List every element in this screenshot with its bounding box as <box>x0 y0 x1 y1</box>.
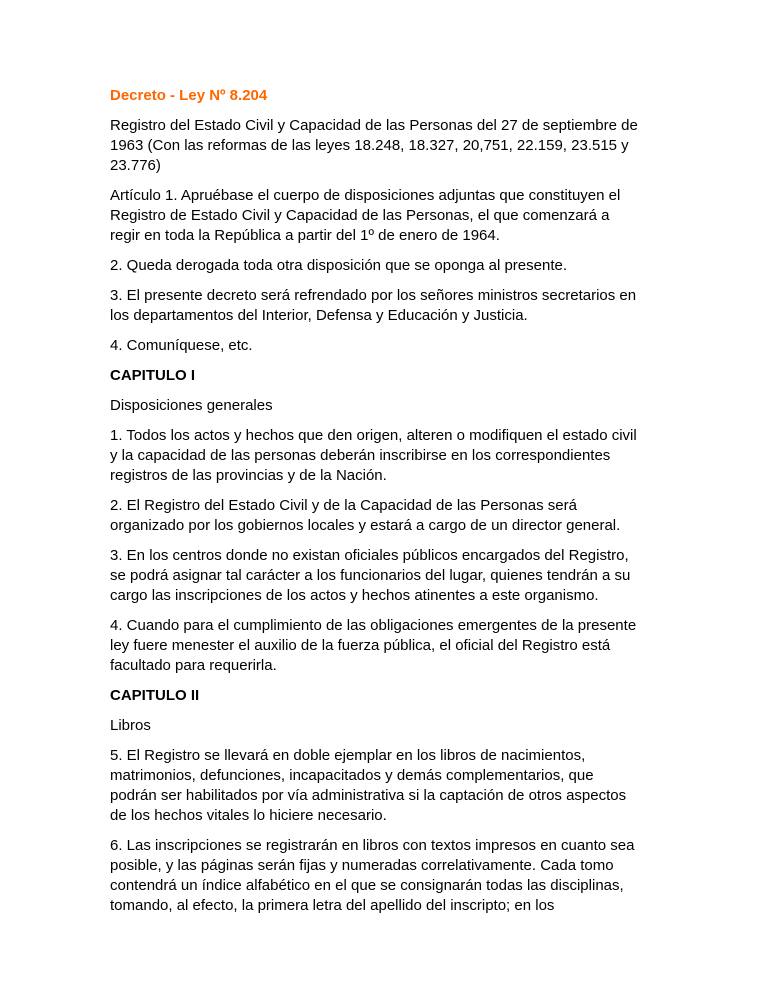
preamble-article: 2. Queda derogada toda otra disposición que se oponga al presente. <box>110 257 568 274</box>
chapter-subheading: Libros <box>110 717 151 734</box>
document-subtitle: Registro del Estado Civil y Capacidad de las Personas del 27 de septiembre de 1963 (Con las reformas de las leyes 18.248, 18.327, 20,751, 22.159, 23.515 y 23.776) <box>110 117 638 174</box>
chapter-subheading: Disposiciones generales <box>110 397 273 414</box>
preamble-article: 4. Comuníquese, etc. <box>110 337 253 354</box>
article: 4. Cuando para el cumplimiento de las obligaciones emergentes de la presente ley fuere menester el auxilio de la fuerza pública, el oficial del Registro está facultado para requerirla. <box>110 617 637 674</box>
chapter-heading: CAPITULO II <box>110 687 200 704</box>
preamble-article: Artículo 1. Apruébase el cuerpo de disposiciones adjuntas que constituyen el Registro de Estado Civil y Capacidad de las Personas, el que comenzará a regir en toda la República a partir del 1º de enero de 1964. <box>110 187 621 244</box>
article: 1. Todos los actos y hechos que den origen, alteren o modifiquen el estado civil y la capacidad de las personas deberán inscribirse en los correspondientes registros de las provincias y de la Nación. <box>110 427 637 484</box>
article: 5. El Registro se llevará en doble ejemplar en los libros de nacimientos, matrimonios, defunciones, incapacitados y demás complementarios, que podrán ser habilitados por vía administrativa si la captación de otros aspectos de los hechos vitales lo hiciere necesario. <box>110 747 627 824</box>
document-title: Decreto - Ley Nº 8.204 <box>110 87 268 104</box>
article: 2. El Registro del Estado Civil y de la Capacidad de las Personas será organizado por los gobiernos locales y estará a cargo de un director general. <box>110 497 621 534</box>
article: 3. En los centros donde no existan oficiales públicos encargados del Registro, se podrá asignar tal carácter a los funcionarios del lugar, quienes tendrán a su cargo las inscripciones de los actos y hechos atinentes a este organismo. <box>110 547 631 604</box>
preamble-article: 3. El presente decreto será refrendado por los señores ministros secretarios en los departamentos del Interior, Defensa y Educación y Justicia. <box>110 287 637 324</box>
chapter-heading: CAPITULO I <box>110 367 195 384</box>
article: 6. Las inscripciones se registrarán en libros con textos impresos en cuanto sea posible, y las páginas serán fijas y numeradas correlativamente. Cada tomo contendrá un índice alfabético en el que se consignarán todas las disciplinas, tomando, al efecto, la primera letra del apellido del inscripto; en los <box>110 837 635 914</box>
document-body <box>110 86 670 926</box>
